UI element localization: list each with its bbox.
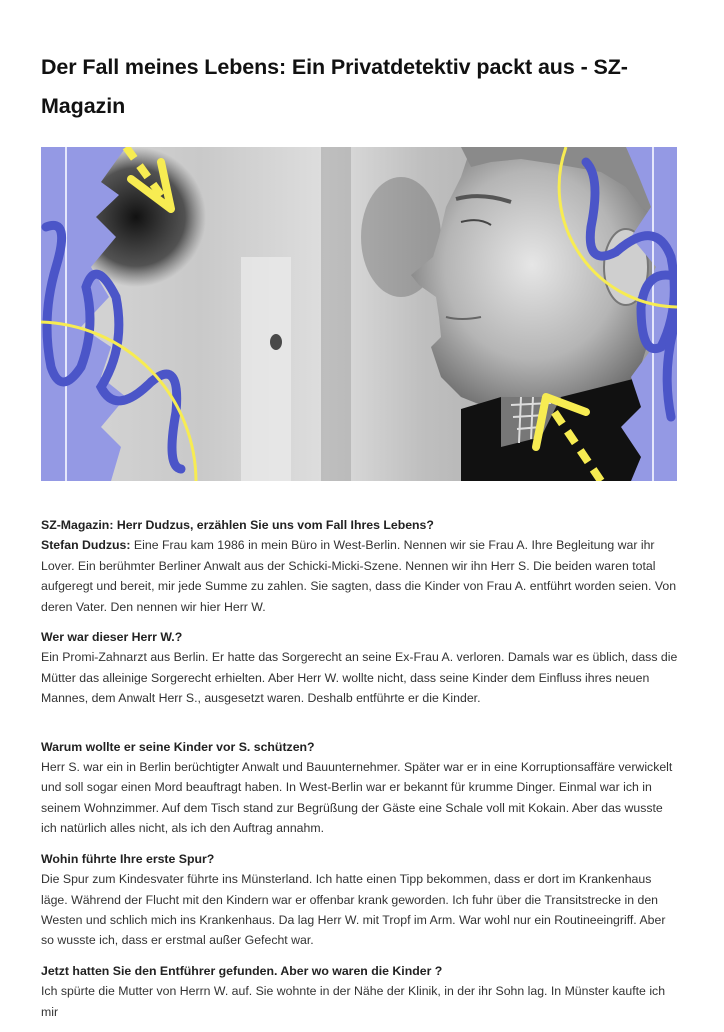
- speaker-label: Stefan Dudzus:: [41, 538, 131, 553]
- question-heading: SZ-Magazin: Herr Dudzus, erzählen Sie uns vom Fall Ihres Lebens?: [41, 518, 434, 532]
- qa-section-2: [41, 627, 681, 709]
- question-heading: Warum wollte er seine Kinder vor S. schützen?: [41, 739, 315, 754]
- answer-text: Herr S. war ein in Berlin berüchtigter Anwalt und Bauunternehmer. Später war er in eine Korruptionsaffäre verwickelt und soll sogar einen Mord beauftragt haben. In West-Berlin war er bekannt für krumme Dinger. Einmal war ich in seinem Wohnzimmer. Auf dem Tisch stand zur Begrüßung der Gäste eine Schale voll mit Kokain. Aber das wusste ich natürlich alles nicht, als ich den Auftrag annahm.: [41, 760, 673, 836]
- answer-text: Ich spürte die Mutter von Herrn W. auf. Sie wohnte in der Nähe der Klinik, in der ihr Sohn lag. In Münster kaufte ich mir: [41, 984, 666, 1019]
- article-body: [41, 515, 681, 1032]
- answer-text: Die Spur zum Kindesvater führte ins Münsterland. Ich hatte einen Tipp bekommen, dass er dort im Krankenhaus läge. Während der Flucht mit den Kindern war er offenbar krank geworden. Ich fuhr über die Transitstrecke in den Westen und schlich mich ins Krankenhaus. Da lag Herr W. mit Tropf im Arm. War wohl nur ein Routineeingriff. Aber so wusste ich, dass er erstmal außer Gefecht war.: [41, 872, 666, 948]
- qa-section-3: [41, 737, 681, 839]
- answer-text: Eine Frau kam 1986 in mein Büro in West-Berlin. Nennen wir sie Frau A. Ihre Begleitung war ihr Lover. Ein berühmter Berliner Anwalt aus der Schicki-Micki-Szene. Nennen wir ihn Herr S. Die beiden waren total aufgeregt und bereit, mir jede Summe zu zahlen. Sie sagten, dass die Kinder von Frau A. entführt worden seien. Von deren Vater. Den nennen wir hier Herr W.: [41, 538, 677, 614]
- qa-section-4: [41, 849, 681, 951]
- question-heading: Jetzt hatten Sie den Entführer gefunden. Aber wo waren die Kinder ?: [41, 963, 443, 978]
- article-title: Der Fall meines Lebens: Ein Privatdetektiv packt aus - SZ-Magazin: [41, 55, 628, 118]
- hero-image: [41, 147, 677, 481]
- qa-section-1: [41, 515, 681, 617]
- answer-text: Ein Promi-Zahnarzt aus Berlin. Er hatte das Sorgerecht an seine Ex-Frau A. verloren. Damals war es üblich, dass die Mütter das alleinige Sorgerecht erhielten. Aber Herr W. wollte nicht, dass seine Kinder dem Einfluss ihres neuen Mannes, dem Anwalt Herr S., ausgesetzt waren. Deshalb entführte er die Kinder.: [41, 650, 678, 706]
- qa-section-5: [41, 961, 681, 1022]
- question-heading: Wohin führte Ihre erste Spur?: [41, 851, 215, 866]
- question-heading: Wer war dieser Herr W.?: [41, 630, 183, 645]
- portrait-illustration: [41, 147, 677, 481]
